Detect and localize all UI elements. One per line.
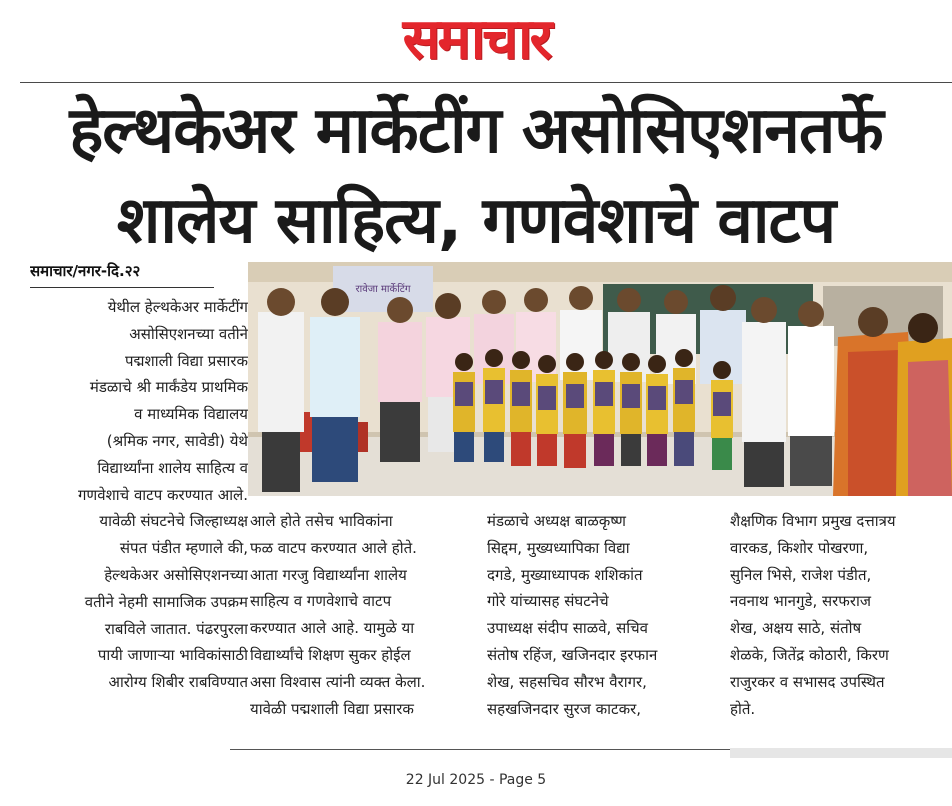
column-end-bar [730, 748, 952, 758]
column-line: येथील हेल्थकेअर मार्केटींग [107, 298, 248, 316]
column-line: शैक्षणिक विभाग प्रमुख दत्तात्रय [730, 512, 896, 530]
dateline: समाचार/नगर-दि.२२ [30, 262, 141, 280]
article-column-4 [730, 508, 952, 722]
column-line: संपत पंडीत म्हणाले की, [119, 539, 248, 558]
column-line: उपाध्यक्ष संदीप साळवे, सचिव [487, 619, 648, 638]
top-divider [20, 82, 952, 83]
column-line: असा विश्वास त्यांनी व्यक्त केला. [250, 672, 426, 691]
masthead-logo: समाचार [402, 6, 550, 72]
column-line: आरोग्य शिबीर राबविण्यात [108, 673, 248, 692]
group-photo [248, 262, 952, 496]
column-line: शेख, अक्षय साठे, संतोष [730, 619, 862, 638]
column-line: शेळके, जितेंद्र कोठारी, किरण [730, 645, 889, 664]
column-line: विद्यार्थ्यांना शालेय साहित्य व [97, 458, 248, 477]
column-line: राबविले जातात. पंढरपुरला [104, 619, 248, 638]
column-line: वतीने नेहमी सामाजिक उपक्रम [84, 592, 248, 611]
group-photo-icon [248, 262, 952, 496]
headline [0, 86, 952, 266]
column-line: यावेळी संघटनेचे जिल्हाध्यक्ष [99, 512, 248, 531]
column-line: संतोष रहिंज, खजिनदार इरफान [487, 645, 658, 664]
column-line: राजुरकर व सभासद उपस्थित [730, 672, 885, 691]
column-line: सिद्दम, मुख्यध्यापिका विद्या [487, 538, 630, 557]
page-footer: 22 Jul 2025 - Page 5 [405, 772, 547, 788]
column-line: गणवेशाचे वाटप करण्यात आले. [77, 485, 248, 504]
column-line: दगडे, मुख्याध्यापक शशिकांत [487, 565, 643, 584]
column-line: फळ वाटप करण्यात आले होते. [250, 538, 417, 557]
column-line: सुनिल भिसे, राजेश पंडीत, [730, 565, 872, 584]
headline-line-1: हेल्थकेअर मार्केटींग असोसिएशनतर्फे [69, 94, 883, 168]
article-column-2 [250, 508, 472, 722]
column-line: असोसिएशनच्या वतीने [129, 324, 248, 343]
column-line: साहित्य व गणवेशाचे वाटप [250, 592, 392, 611]
column-line: आता गरजु विद्यार्थ्यांना शालेय [250, 565, 407, 584]
column-line: होते. [730, 699, 756, 718]
column-line: हेल्थकेअर असोसिएशनच्या [104, 565, 248, 584]
column-line: शेख, सहसचिव सौरभ वैरागर, [487, 672, 647, 691]
column-line: मंडळाचे श्री मार्कंडेय प्राथमिक [89, 378, 248, 397]
column-line: नवनाथ भानगुडे, सरफराज [730, 592, 871, 611]
column-line: सहखजिनदार सुरज काटकर, [487, 699, 642, 718]
article-column-1 [10, 294, 248, 696]
column-line: विद्यार्थ्यांचे शिक्षण सुकर होईल [250, 645, 411, 664]
column-line: (श्रमिक नगर, सावेडी) येथे [106, 431, 248, 450]
dateline-divider [30, 287, 214, 288]
column-line: मंडळाचे अध्यक्ष बाळकृष्ण [487, 512, 626, 530]
column-line: वारकड, किशोर पोखरणा, [730, 538, 869, 557]
headline-line-2: शालेय साहित्य, गणवेशाचे वाटप [116, 184, 836, 258]
column-line: आले होते तसेच भाविकांना [250, 512, 393, 530]
column-line: व माध्यमिक विद्यालय [134, 405, 248, 424]
column-line: गोरे यांच्यासह संघटनेचे [487, 592, 609, 611]
column-line: पद्मशाली विद्या प्रसारक [125, 351, 248, 370]
column-line: पायी जाणाऱ्या भाविकांसाठी [97, 646, 248, 665]
column-line: यावेळी पद्मशाली विद्या प्रसारक [250, 699, 414, 718]
photo-banner-text: रावेजा मार्केटिंग [355, 284, 411, 295]
article-column-3 [487, 508, 709, 722]
column-line: करण्यात आले आहे. यामुळे या [250, 619, 415, 638]
